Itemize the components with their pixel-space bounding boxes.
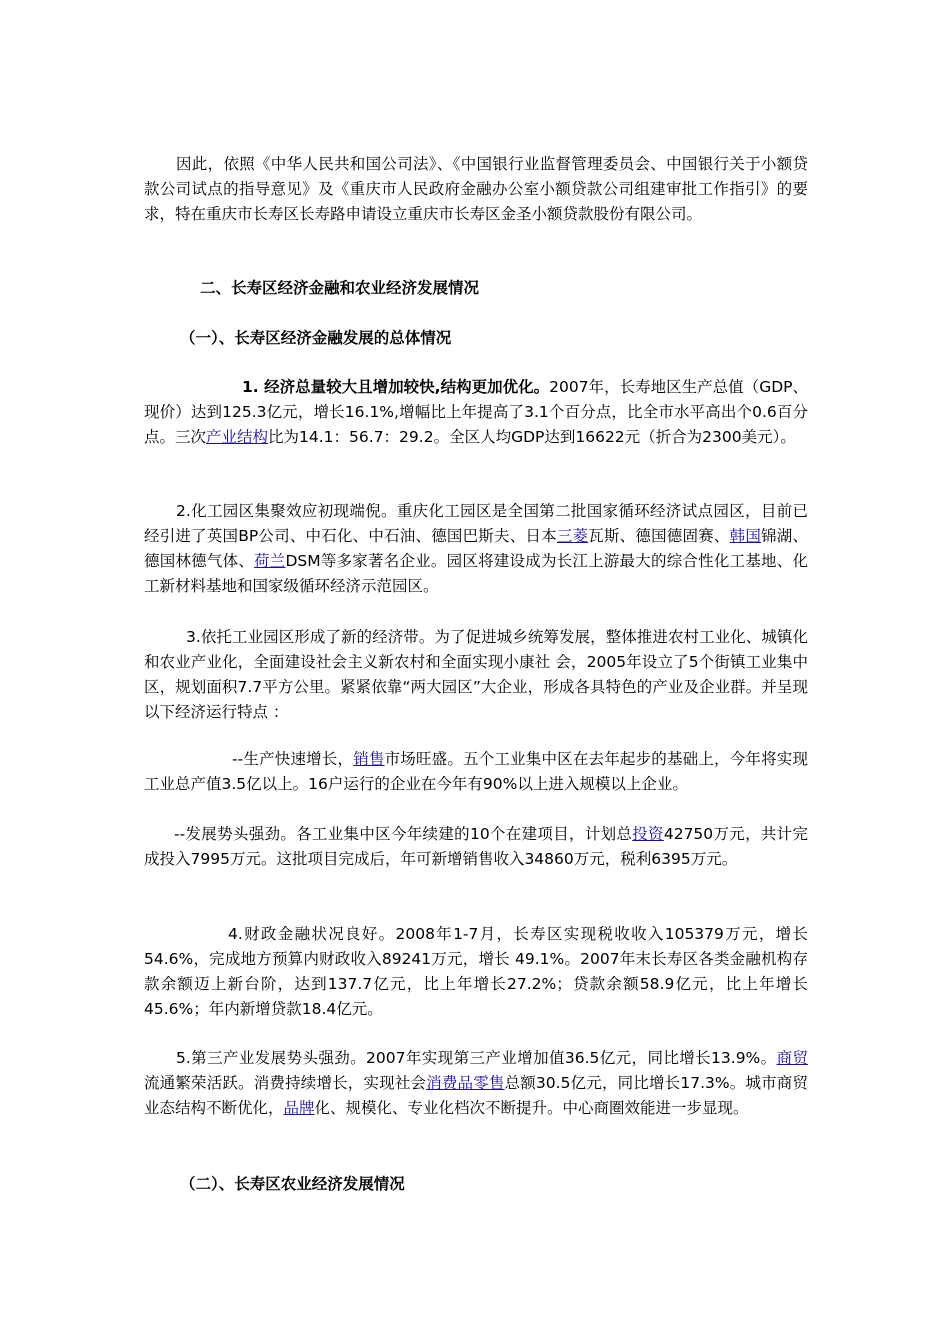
paragraph-economy-total	[144, 375, 808, 450]
paragraph-lead: 1. 经济总量较大且增加较快,结构更加优化。	[242, 378, 550, 396]
paragraph-chemical-park	[144, 499, 808, 599]
link-netherlands[interactable]: 荷兰	[254, 552, 286, 570]
paragraph-text: 2.化工园区集聚效应初现端倪。重庆化工园区是全国第二批国家循环经济试点园区，目前已经引进了英国BP公司、中石化、中石油、德国巴斯夫、日本	[144, 502, 808, 545]
paragraph-text: 总额30.5亿元，同比增长17.3%。城市商贸业态结构不断优化，	[144, 1074, 808, 1117]
link-mitsubishi[interactable]: 三菱	[556, 527, 589, 545]
paragraph-text: --发展势头强劲。各工业集中区今年续建的10个在建项目，计划总	[174, 825, 633, 843]
paragraph-tertiary-industry	[144, 1046, 808, 1121]
paragraph-text: 瓦斯、德国德固赛、	[588, 527, 730, 545]
paragraph-text: 市场旺盛。五个工业集中区在去年起步的基础上，今年将实现工业总产值3.5亿以上。16户运行的企业在今年有90%以上进入规模以上企业。	[144, 750, 808, 793]
link-consumer-retail[interactable]: 消费品零售	[426, 1074, 505, 1092]
paragraph-finance: 4.财政金融状况良好。2008年1-7月，长寿区实现税收收入105379万元，增长54.6%，完成地方预算内财政收入89241万元，增长 49.1%。2007年末长寿区各类金融机构存款余额迈上新台阶，达到137.7亿元，比上年增长27.2%；贷款余额58.9亿元，比上年增长 45.6%；年内新增贷款18.4亿元。	[144, 925, 808, 1018]
paragraph-text: 化、规模化、专业化档次不断提升。中心商圈效能进一步显现。	[314, 1099, 749, 1117]
link-korea[interactable]: 韩国	[729, 527, 762, 545]
paragraph-text: 锦湖、德国林德气体、	[144, 527, 808, 570]
paragraph-text: 比为14.1：56.7：29.2。全区人均GDP达到16622元（折合为2300美元）。	[268, 428, 796, 446]
paragraph-development-momentum	[144, 822, 808, 872]
paragraph-industrial-zone: 3.依托工业园区形成了新的经济带。为了促进城乡统筹发展，整体推进农村工业化、城镇化和农业产业化，全面建设社会主义新农村和全面实现小康社 会，2005年设立了5个街镇工业集中区，规划面积7.7平方公里。紧紧依靠“两大园区”大企业，形成各具特色的产业及企业群。并呈现以下经济运行特点 ：	[144, 628, 808, 721]
paragraph-text: 2007年，长寿地区生产总值（GDP、现价）达到125.3亿元，增长16.1%,增幅比上年提高了3.1个百分点，比全市水平高出个0.6百分点。三次	[144, 378, 808, 446]
paragraph-text: 42750万元，共计完成投入7995万元。这批项目完成后，年可新增销售收入34860万元，税利6395万元。	[144, 825, 808, 868]
link-industry-structure[interactable]: 产业结构	[206, 428, 269, 446]
paragraph-text: 5.第三产业发展势头强劲。2007年实现第三产业增加值36.5亿元，同比增长13.9%。	[176, 1049, 777, 1067]
link-brand[interactable]: 品牌	[283, 1099, 315, 1117]
link-investment[interactable]: 投资	[632, 825, 664, 843]
paragraph-text: --生产快速增长，	[232, 750, 354, 768]
link-sales[interactable]: 销售	[353, 750, 385, 768]
paragraph-text: 流通繁荣活跃。消费持续增长，实现社会	[144, 1074, 427, 1092]
section-heading-2: 二、长寿区经济金融和农业经济发展情况	[200, 279, 480, 297]
paragraph-production-growth	[144, 747, 808, 797]
intro-paragraph: 因此，依照《中华人民共和国公司法》、《中国银行业监督管理委员会、中国银行关于小额贷款公司试点的指导意见》及《重庆市人民政府金融办公室小额贷款公司组建审批工作指引》的要求，特在重庆市长寿区长寿路申请设立重庆市长寿区金圣小额贷款股份有限公司。	[144, 155, 808, 223]
subsection-heading-2: （二）、长寿区农业经济发展情况	[180, 1175, 405, 1193]
link-commerce[interactable]: 商贸	[776, 1049, 808, 1067]
subsection-heading-1: （一）、长寿区经济金融发展的总体情况	[180, 329, 452, 347]
paragraph-text: DSM等多家著名企业。园区将建设成为长江上游最大的综合性化工基地、化工新材料基地和国家级循环经济示范园区。	[144, 552, 808, 595]
